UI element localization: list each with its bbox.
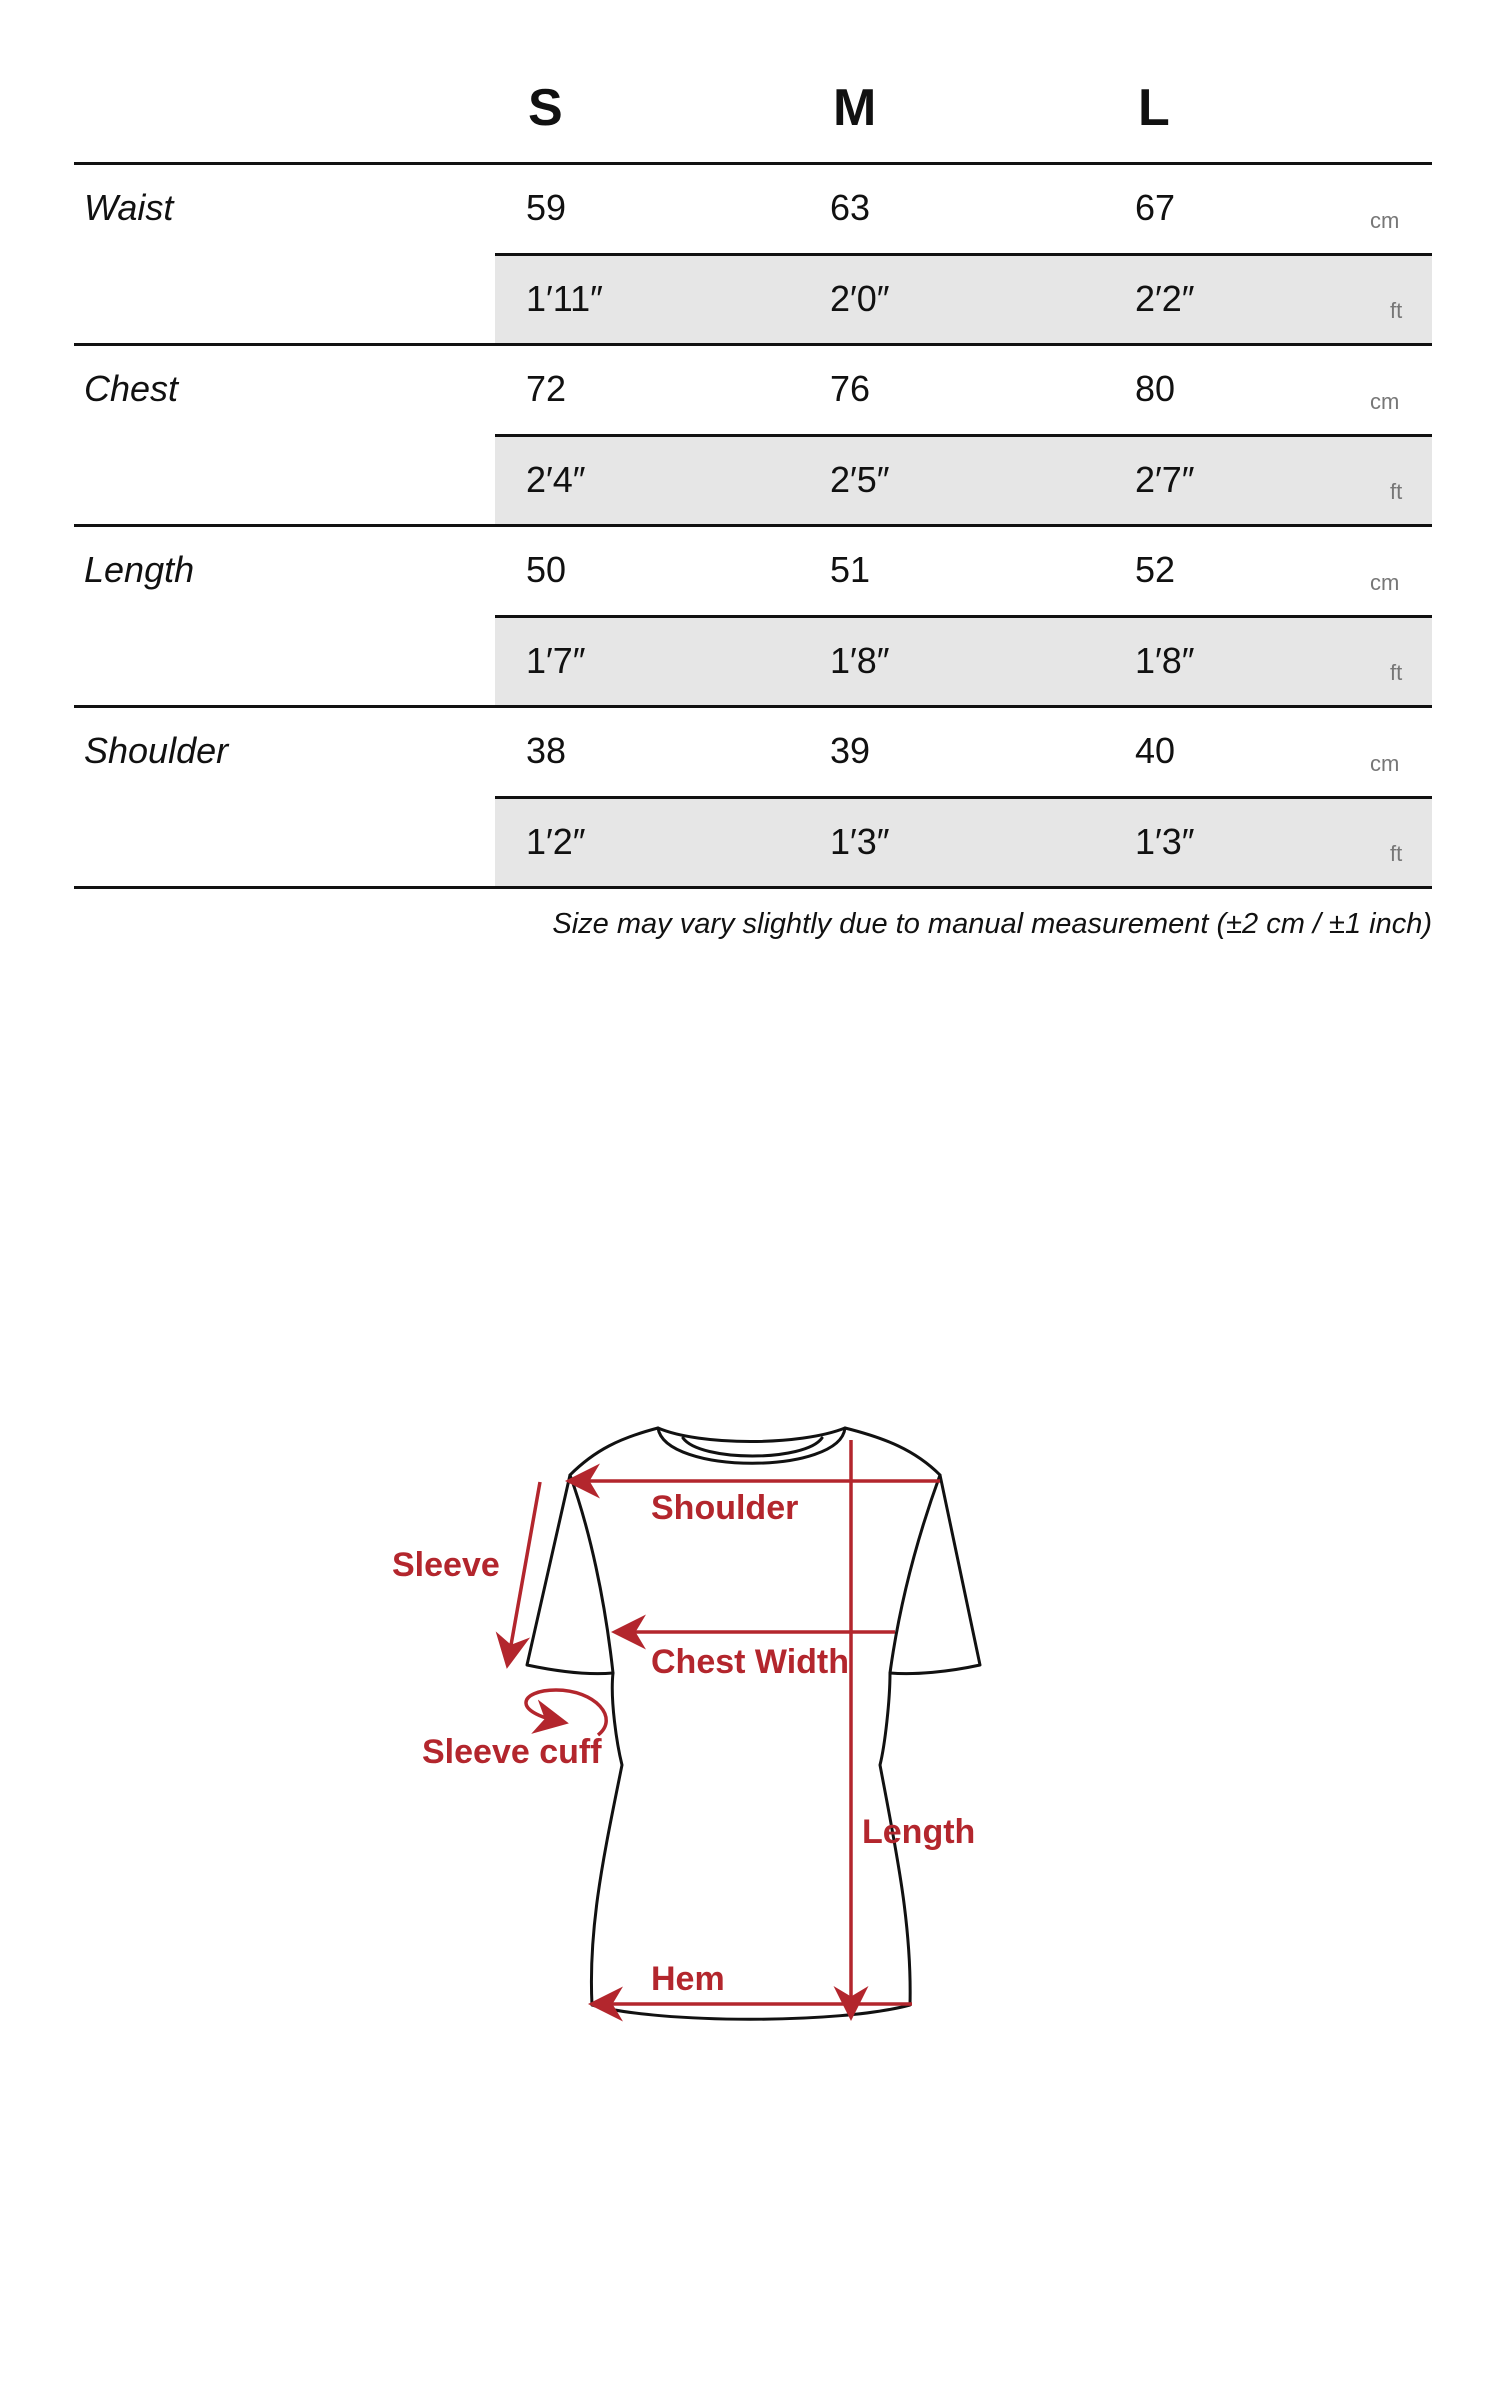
label-length: Length (862, 1813, 976, 1851)
table-cell: 1′11″ (526, 278, 603, 319)
measure-label-length: Length (84, 549, 195, 590)
label-chest-width: Chest Width (651, 1643, 850, 1681)
table-cell: 2′5″ (830, 459, 890, 500)
table-cell: 67 (1135, 187, 1176, 228)
table-cell: 72 (526, 368, 567, 409)
unit-label-ft: ft (1390, 479, 1403, 504)
row-shade-waist-ft (495, 254, 1432, 343)
table-rule (495, 253, 1432, 256)
table-cell: 50 (526, 549, 567, 590)
table-cell: 59 (526, 187, 567, 228)
table-rule (495, 434, 1432, 437)
table-rule (74, 524, 1432, 527)
table-rule (74, 886, 1432, 889)
measure-label-waist: Waist (84, 187, 174, 228)
table-cell: 1′7″ (526, 640, 586, 681)
label-shoulder: Shoulder (651, 1489, 799, 1527)
table-cell: 2′0″ (830, 278, 890, 319)
size-table (74, 0, 1432, 940)
size-header-m: M (833, 79, 877, 137)
table-cell: 1′2″ (526, 821, 586, 862)
row-shade-length-ft (495, 616, 1432, 705)
table-cell: 63 (830, 187, 871, 228)
table-cell: 40 (1135, 730, 1176, 771)
table-cell: 80 (1135, 368, 1176, 409)
sleeve-cuff-arrow (526, 1690, 606, 1735)
table-cell: 2′2″ (1135, 278, 1195, 319)
measure-label-shoulder: Shoulder (84, 730, 229, 771)
table-cell: 1′8″ (830, 640, 890, 681)
label-sleeve: Sleeve (392, 1546, 500, 1584)
size-header-s: S (528, 79, 563, 137)
table-cell: 2′7″ (1135, 459, 1195, 500)
tshirt-diagram (0, 1380, 1500, 2080)
unit-label-cm: cm (1370, 570, 1400, 595)
measure-label-chest: Chest (84, 368, 179, 409)
table-cell: 76 (830, 368, 871, 409)
row-shade-shoulder-ft (495, 797, 1432, 886)
table-rule (74, 162, 1432, 165)
table-rule (495, 796, 1432, 799)
table-cell: 39 (830, 730, 871, 771)
unit-label-ft: ft (1390, 660, 1403, 685)
table-cell: 38 (526, 730, 567, 771)
table-cell: 1′3″ (1135, 821, 1195, 862)
table-rule (74, 705, 1432, 708)
unit-label-ft: ft (1390, 841, 1403, 866)
unit-label-cm: cm (1370, 208, 1400, 233)
table-rule (74, 343, 1432, 346)
table-cell: 51 (830, 549, 871, 590)
diagram-labels (392, 1489, 975, 1998)
table-cell: 1′8″ (1135, 640, 1195, 681)
table-cell: 2′4″ (526, 459, 586, 500)
unit-label-cm: cm (1370, 751, 1400, 776)
measurement-note: Size may vary slightly due to manual measurement (±2 cm / ±1 inch) (552, 908, 1432, 940)
unit-label-cm: cm (1370, 389, 1400, 414)
table-rule (495, 615, 1432, 618)
row-shade-chest-ft (495, 435, 1432, 524)
label-sleeve-cuff: Sleeve cuff (422, 1733, 602, 1771)
size-header-l: L (1138, 79, 1170, 137)
unit-label-ft: ft (1390, 298, 1403, 323)
table-cell: 1′3″ (830, 821, 890, 862)
table-cell: 52 (1135, 549, 1176, 590)
label-hem: Hem (651, 1960, 725, 1998)
